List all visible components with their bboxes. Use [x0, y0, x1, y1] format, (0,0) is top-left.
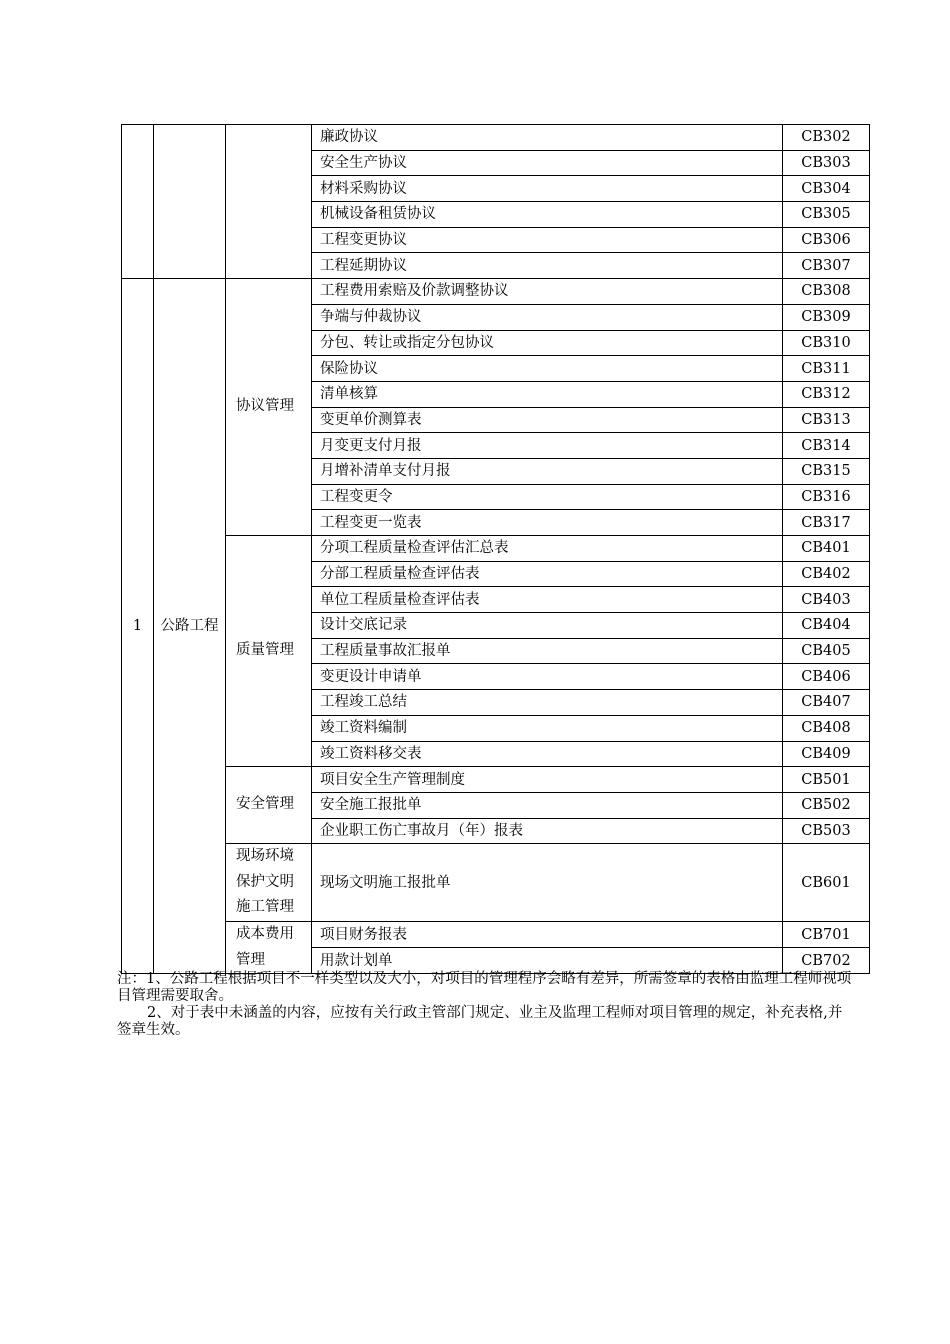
form-name: 单位工程质量检查评估表: [312, 587, 783, 613]
form-code: CB313: [783, 407, 870, 433]
form-name: 保险协议: [312, 356, 783, 382]
form-name: 分部工程质量检查评估表: [312, 561, 783, 587]
form-name: 竣工资料编制: [312, 715, 783, 741]
form-code: CB310: [783, 330, 870, 356]
category-cell: 协议管理: [226, 279, 312, 536]
form-name: 分项工程质量检查评估汇总表: [312, 536, 783, 562]
form-code: CB315: [783, 458, 870, 484]
table-row: [122, 536, 870, 562]
form-name: 企业职工伤亡事故月（年）报表: [312, 818, 783, 844]
table-row: [122, 767, 870, 793]
form-code: CB308: [783, 279, 870, 305]
form-name: 工程竣工总结: [312, 690, 783, 716]
form-name: 工程变更协议: [312, 227, 783, 253]
form-code: CB302: [783, 125, 870, 151]
form-name: 工程变更令: [312, 484, 783, 510]
form-name: 材料采购协议: [312, 176, 783, 202]
form-code: CB702: [783, 948, 870, 974]
form-name: 工程变更一览表: [312, 510, 783, 536]
table-row: [122, 125, 870, 151]
form-code: CB307: [783, 253, 870, 279]
form-name: 项目财务报表: [312, 922, 783, 948]
form-name: 安全施工报批单: [312, 792, 783, 818]
form-code: CB601: [783, 844, 870, 922]
form-name: 设计交底记录: [312, 613, 783, 639]
form-code: CB701: [783, 922, 870, 948]
note-1: 注：1、公路工程根据项目不一样类型以及大小，对项目的管理程序会略有差异，所需签章的表格由监理工程师视项目管理需要取舍。: [117, 971, 852, 1004]
form-name: 变更单价测算表: [312, 407, 783, 433]
form-name: 分包、转让或指定分包协议: [312, 330, 783, 356]
form-code: CB401: [783, 536, 870, 562]
form-code: CB407: [783, 690, 870, 716]
row-number: 1: [122, 279, 154, 974]
form-code: CB305: [783, 202, 870, 228]
form-code: CB408: [783, 715, 870, 741]
empty-project-cell: [154, 125, 226, 279]
category-cell: 安全管理: [226, 767, 312, 844]
form-code: CB309: [783, 304, 870, 330]
form-code: CB501: [783, 767, 870, 793]
form-code: CB406: [783, 664, 870, 690]
form-index-table: [121, 124, 870, 974]
table-row: [122, 279, 870, 305]
form-name: 工程质量事故汇报单: [312, 638, 783, 664]
form-name: 变更设计申请单: [312, 664, 783, 690]
form-code: CB314: [783, 433, 870, 459]
form-name: 安全生产协议: [312, 150, 783, 176]
form-code: CB306: [783, 227, 870, 253]
empty-no-cell: [122, 125, 154, 279]
form-name: 月变更支付月报: [312, 433, 783, 459]
form-name: 月增补清单支付月报: [312, 458, 783, 484]
form-code: CB404: [783, 613, 870, 639]
form-name: 争端与仲裁协议: [312, 304, 783, 330]
notes: [117, 971, 853, 1039]
form-code: CB316: [783, 484, 870, 510]
form-name: 用款计划单: [312, 948, 783, 974]
note-2: 2、对于表中未涵盖的内容，应按有关行政主管部门规定、业主及监理工程师对项目管理的规定，补充表格,并签章生效。: [117, 1005, 843, 1038]
form-code: CB503: [783, 818, 870, 844]
category-cell: 现场环境保护文明施工管理: [226, 844, 312, 922]
category-cell: 成本费用管理: [226, 922, 312, 974]
form-name: 工程费用索赔及价款调整协议: [312, 279, 783, 305]
form-code: CB403: [783, 587, 870, 613]
form-code: CB317: [783, 510, 870, 536]
form-name: 清单核算: [312, 381, 783, 407]
table-row: [122, 844, 870, 922]
form-code: CB402: [783, 561, 870, 587]
form-code: CB502: [783, 792, 870, 818]
form-code: CB312: [783, 381, 870, 407]
form-code: CB311: [783, 356, 870, 382]
form-name: 机械设备租赁协议: [312, 202, 783, 228]
form-name: 项目安全生产管理制度: [312, 767, 783, 793]
category-cell: [226, 125, 312, 279]
table-row: [122, 922, 870, 948]
form-name: 工程延期协议: [312, 253, 783, 279]
form-name: 廉政协议: [312, 125, 783, 151]
project-type: 公路工程: [154, 279, 226, 974]
form-code: CB303: [783, 150, 870, 176]
form-code: CB409: [783, 741, 870, 767]
form-name: 现场文明施工报批单: [312, 844, 783, 922]
form-code: CB405: [783, 638, 870, 664]
form-code: CB304: [783, 176, 870, 202]
category-cell: 质量管理: [226, 536, 312, 767]
form-name: 竣工资料移交表: [312, 741, 783, 767]
